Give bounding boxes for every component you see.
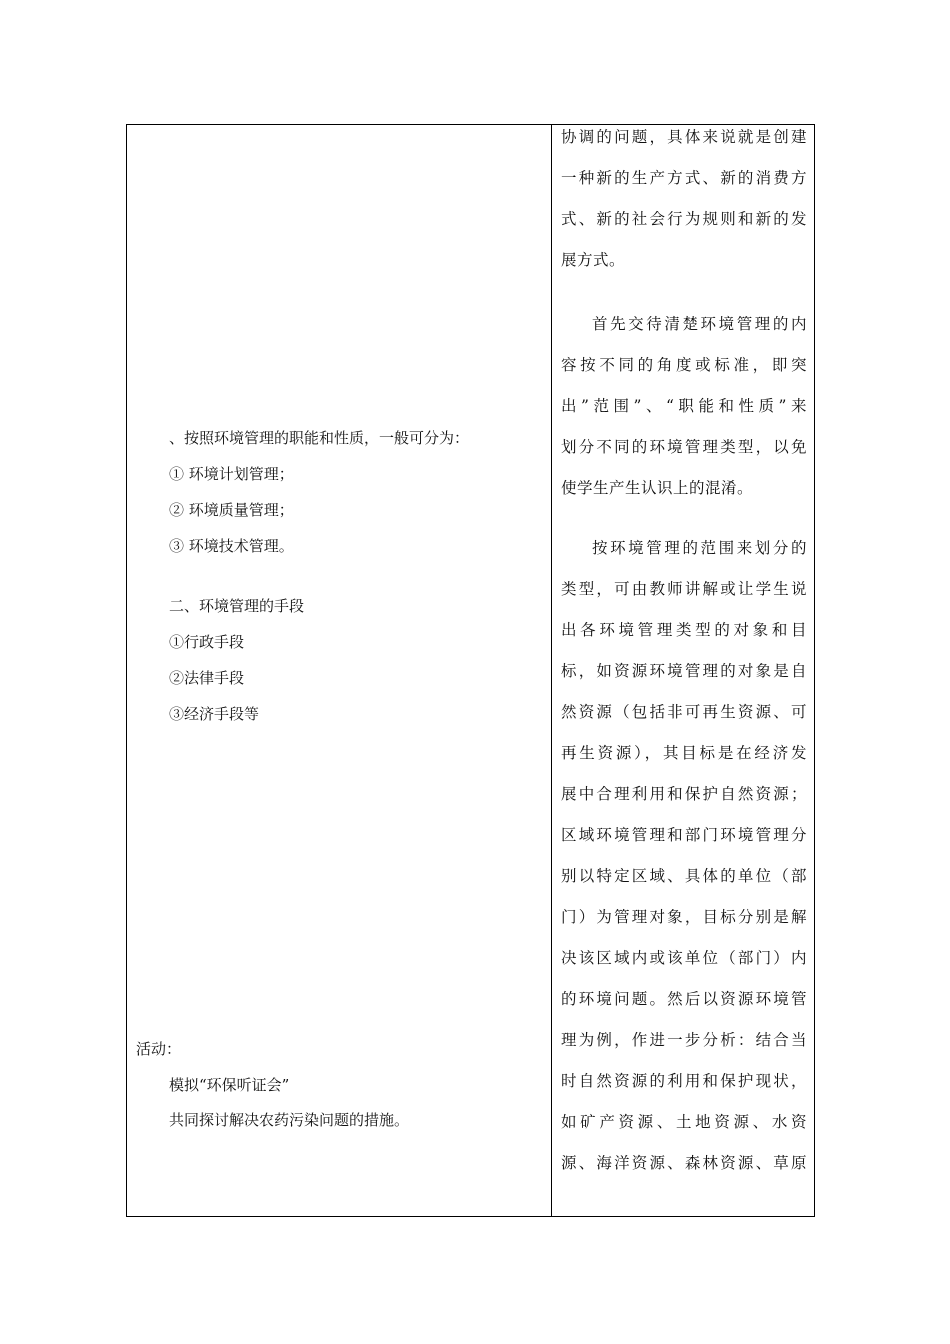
text-line: 决该区域内或该单位（部门）内 [561, 949, 807, 967]
means-item-2: ②法律手段 [169, 669, 245, 687]
classification-item-3: ③ 环境技术管理。 [169, 537, 294, 555]
activity-line-1: 模拟“环保听证会” [169, 1076, 290, 1094]
classification-heading: 、按照环境管理的职能和性质，一般可分为： [169, 429, 470, 447]
right-paragraph-2 [561, 304, 807, 509]
text-line: 再生资源），其目标是在经济发 [561, 744, 807, 762]
text-line: 标，如资源环境管理的对象是自 [561, 662, 807, 680]
right-paragraph-3 [561, 528, 807, 1184]
text-line: 按环境管理的范围来划分的 [592, 539, 807, 557]
text-line: 源、海洋资源、森林资源、草原 [561, 1154, 807, 1172]
text-line: 划分不同的环境管理类型，以免 [561, 438, 807, 456]
activity-line-2: 共同探讨解决农药污染问题的措施。 [169, 1111, 410, 1129]
text-line: 容按不同的角度或标准，即突 [561, 356, 807, 374]
text-line: 的环境问题。然后以资源环境管 [561, 990, 807, 1008]
text-line: 出”范围”、“职能和性质”来 [561, 397, 807, 415]
text-line: 展中合理利用和保护自然资源； [561, 785, 807, 803]
text-line: 区域环境管理和部门环境管理分 [561, 826, 807, 844]
classification-item-1: ① 环境计划管理； [169, 465, 294, 483]
text-line: 理为例，作进一步分析：结合当 [561, 1031, 807, 1049]
text-line: 展方式。 [561, 251, 626, 269]
means-heading: 二、环境管理的手段 [169, 597, 305, 615]
text-line: 如矿产资源、土地资源、水资 [561, 1113, 807, 1131]
text-line: 类型，可由教师讲解或让学生说 [561, 580, 807, 598]
text-line: 然资源（包括非可再生资源、可 [561, 703, 807, 721]
means-item-1: ①行政手段 [169, 633, 245, 651]
classification-item-2: ② 环境质量管理； [169, 501, 294, 519]
column-divider [551, 124, 552, 1217]
text-line: 出各环境管理类型的对象和目 [561, 621, 807, 639]
text-line: 一种新的生产方式、新的消费方 [561, 169, 807, 187]
means-item-3: ③经济手段等 [169, 705, 260, 723]
activity-label: 活动： [136, 1040, 182, 1058]
text-line: 时自然资源的利用和保护现状， [561, 1072, 807, 1090]
text-line: 协调的问题，具体来说就是创建 [561, 128, 807, 146]
text-line: 式、新的社会行为规则和新的发 [561, 210, 807, 228]
text-line: 别以特定区域、具体的单位（部 [561, 867, 807, 885]
text-line: 使学生产生认识上的混淆。 [561, 479, 754, 497]
text-line: 门）为管理对象，目标分别是解 [561, 908, 807, 926]
text-line: 首先交待清楚环境管理的内 [592, 315, 807, 333]
right-paragraph-1 [561, 117, 807, 281]
